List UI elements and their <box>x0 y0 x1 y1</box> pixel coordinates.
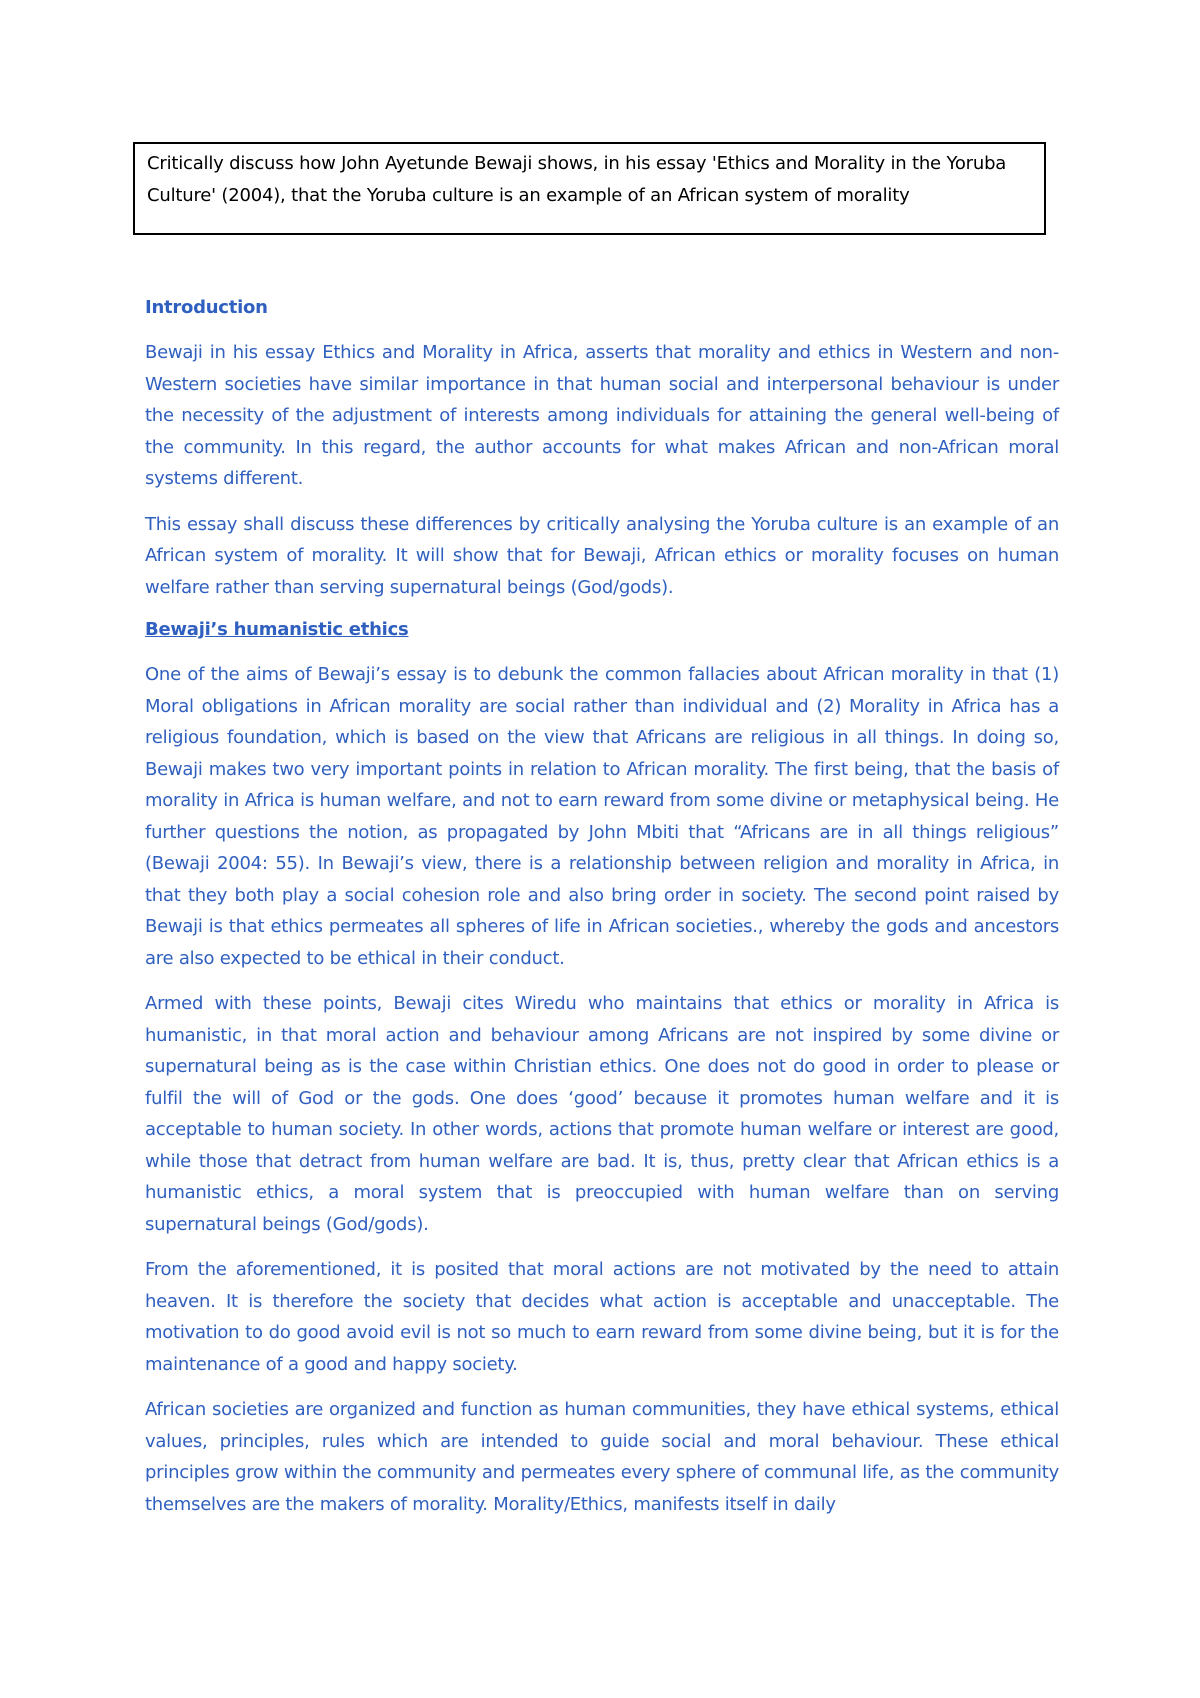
humanistic-paragraph-4: African societies are organized and function as human communities, they have ethical systems, ethical values, principles, rules which are intended to guide social and moral behaviour. These ethical principles grow within the community and permeates every sphere of communal life, as the community themselves are the makers of morality. Morality/Ethics, manifests itself in daily <box>145 1399 1059 1515</box>
essay-body <box>145 295 1059 1534</box>
introduction-heading: Introduction <box>145 297 268 318</box>
essay-question-box <box>133 142 1046 235</box>
humanistic-ethics-heading: Bewaji’s humanistic ethics <box>145 619 409 640</box>
essay-question-text: Critically discuss how John Ayetunde Bewaji shows, in his essay 'Ethics and Morality in the Yoruba Culture' (2004), that the Yoruba culture is an example of an African system of morality <box>147 153 1007 206</box>
humanistic-paragraph-2: Armed with these points, Bewaji cites Wiredu who maintains that ethics or morality in Africa is humanistic, in that moral action and behaviour among Africans are not inspired by some divine or supernatural being as is the case within Christian ethics. One does not do good in order to please or fulfil the will of God or the gods. One does ‘good’ because it promotes human welfare and it is acceptable to human society. In other words, actions that promote human welfare or interest are good, while those that detract from human welfare are bad. It is, thus, pretty clear that African ethics is a humanistic ethics, a moral system that is preoccupied with human welfare than on serving supernatural beings (God/gods). <box>145 993 1059 1235</box>
humanistic-paragraph-3: From the aforementioned, it is posited that moral actions are not motivated by the need to attain heaven. It is therefore the society that decides what action is acceptable and unacceptable. The motivation to do good avoid evil is not so much to earn reward from some divine being, but it is for the maintenance of a good and happy society. <box>145 1259 1059 1375</box>
introduction-paragraph-1: Bewaji in his essay Ethics and Morality in Africa, asserts that morality and ethics in Western and non-Western societies have similar importance in that human social and interpersonal behaviour is under the necessity of the adjustment of interests among individuals for attaining the general well-being of the community. In this regard, the author accounts for what makes African and non-African moral systems different. <box>145 342 1059 489</box>
humanistic-paragraph-1: One of the aims of Bewaji’s essay is to debunk the common fallacies about African morality in that (1) Moral obligations in African morality are social rather than individual and (2) Morality in Africa has a religious foundation, which is based on the view that Africans are religious in all things. In doing so, Bewaji makes two very important points in relation to African morality. The first being, that the basis of morality in Africa is human welfare, and not to earn reward from some divine or metaphysical being. He further questions the notion, as propagated by John Mbiti that “Africans are in all things religious” (Bewaji 2004: 55). In Bewaji’s view, there is a relationship between religion and morality in Africa, in that they both play a social cohesion role and also bring order in society. The second point raised by Bewaji is that ethics permeates all spheres of life in African societies., whereby the gods and ancestors are also expected to be ethical in their conduct. <box>145 664 1059 969</box>
introduction-paragraph-2: This essay shall discuss these differences by critically analysing the Yoruba culture is an example of an African system of morality. It will show that for Bewaji, African ethics or morality focuses on human welfare rather than serving supernatural beings (God/gods). <box>145 513 1059 598</box>
